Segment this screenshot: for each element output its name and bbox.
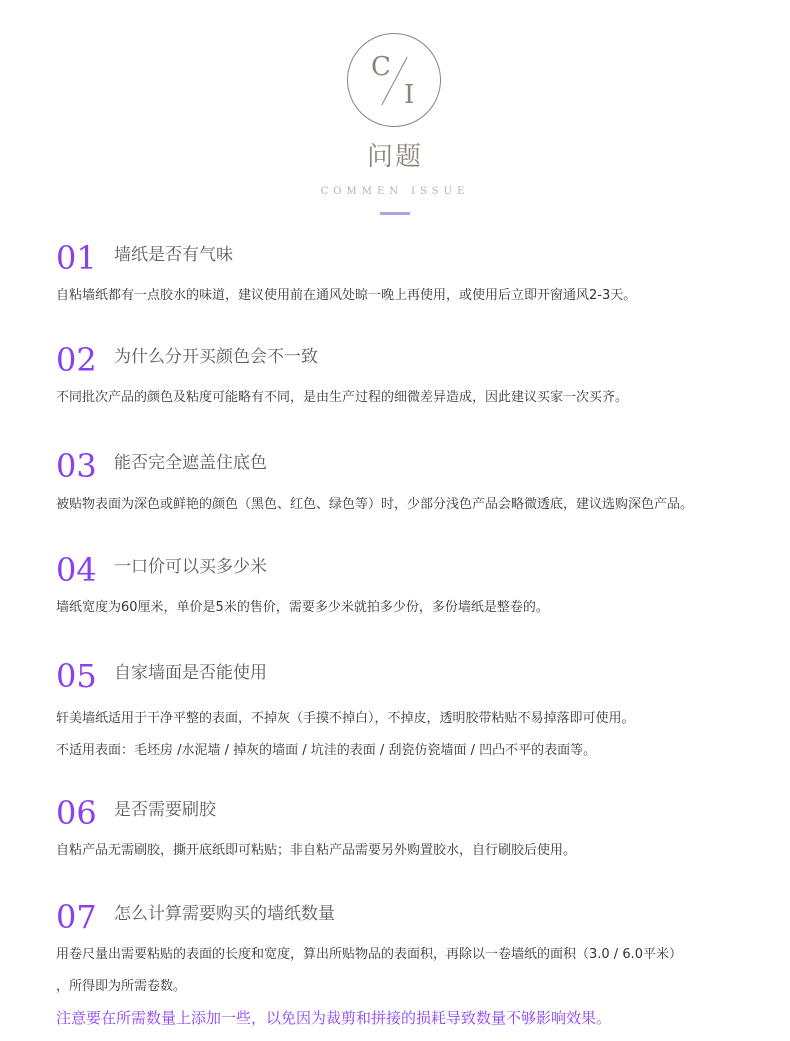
faq-number: 03	[56, 447, 97, 485]
faq-answer: ，所得即为所需卷数。	[56, 979, 187, 994]
page-title: 问题	[366, 142, 423, 172]
faq-question: 为什么分开买颜色会不一致	[114, 347, 318, 367]
faq-number: 07	[56, 898, 97, 936]
faq-number: 05	[56, 657, 97, 695]
faq-question: 自家墙面是否能使用	[114, 663, 267, 683]
faq-item-06	[56, 795, 756, 860]
faq-answer: 自粘产品无需刷胶，撕开底纸即可粘贴；非自粘产品需要另外购置胶水，自行刷胶后使用。	[56, 843, 577, 858]
faq-header	[56, 899, 756, 939]
faq-number: 04	[56, 551, 97, 589]
faq-item-02	[56, 342, 756, 407]
logo-letter-i: I	[404, 80, 415, 110]
faq-header	[56, 552, 756, 592]
page-subtitle: COMMEN ISSUE	[320, 186, 470, 197]
faq-answer: 不同批次产品的颜色及粘度可能略有不同，是由生产过程的细微差异造成，因此建议买家一次买齐。	[56, 390, 629, 405]
faq-question: 一口价可以买多少米	[114, 557, 267, 577]
faq-header	[56, 795, 756, 835]
faq-answer: 自粘墙纸都有一点胶水的味道，建议使用前在通风处晾一晚上再使用，或使用后立即开窗通风2-3天。	[56, 288, 637, 303]
title-underline	[380, 212, 410, 215]
logo-letter-c: C	[371, 52, 391, 82]
faq-answer: 墙纸宽度为60厘米，单价是5米的售价，需要多少米就拍多少份，多份墙纸是整卷的。	[56, 600, 549, 615]
faq-number: 01	[56, 239, 97, 277]
faq-answer: 用卷尺量出需要粘贴的表面的长度和宽度，算出所贴物品的表面积，再除以一卷墙纸的面积（3.0 / 6.0平米）	[56, 947, 682, 962]
faq-answer: 轩美墙纸适用于干净平整的表面，不掉灰（手摸不掉白），不掉皮，透明胶带粘贴不易掉落即可使用。	[56, 711, 635, 726]
faq-header	[56, 448, 756, 488]
faq-item-01	[56, 240, 756, 305]
faq-item-04	[56, 552, 756, 617]
faq-question: 怎么计算需要购买的墙纸数量	[114, 904, 335, 924]
faq-question: 是否需要刷胶	[114, 800, 216, 820]
faq-answer: 不适用表面：毛坯房 /水泥墙 / 掉灰的墙面 / 坑洼的表面 / 刮瓷仿瓷墙面 / 凹凸不平的表面等。	[56, 743, 597, 758]
faq-header	[56, 342, 756, 382]
faq-header	[56, 658, 756, 698]
faq-question: 墙纸是否有气味	[114, 245, 233, 265]
faq-item-07	[56, 899, 756, 1028]
faq-header	[56, 240, 756, 280]
logo-emblem	[347, 33, 441, 127]
faq-answer: 被贴物表面为深色或鲜艳的颜色（黑色、红色、绿色等）时，少部分浅色产品会略微透底，建议选购深色产品。	[56, 497, 694, 512]
faq-question: 能否完全遮盖住底色	[114, 453, 267, 473]
faq-item-05	[56, 658, 756, 760]
faq-item-03	[56, 448, 756, 514]
faq-note: 注意要在所需数量上添加一些，以免因为裁剪和拼接的损耗导致数量不够影响效果。	[56, 1009, 612, 1027]
faq-number: 06	[56, 794, 97, 832]
faq-number: 02	[56, 341, 97, 379]
